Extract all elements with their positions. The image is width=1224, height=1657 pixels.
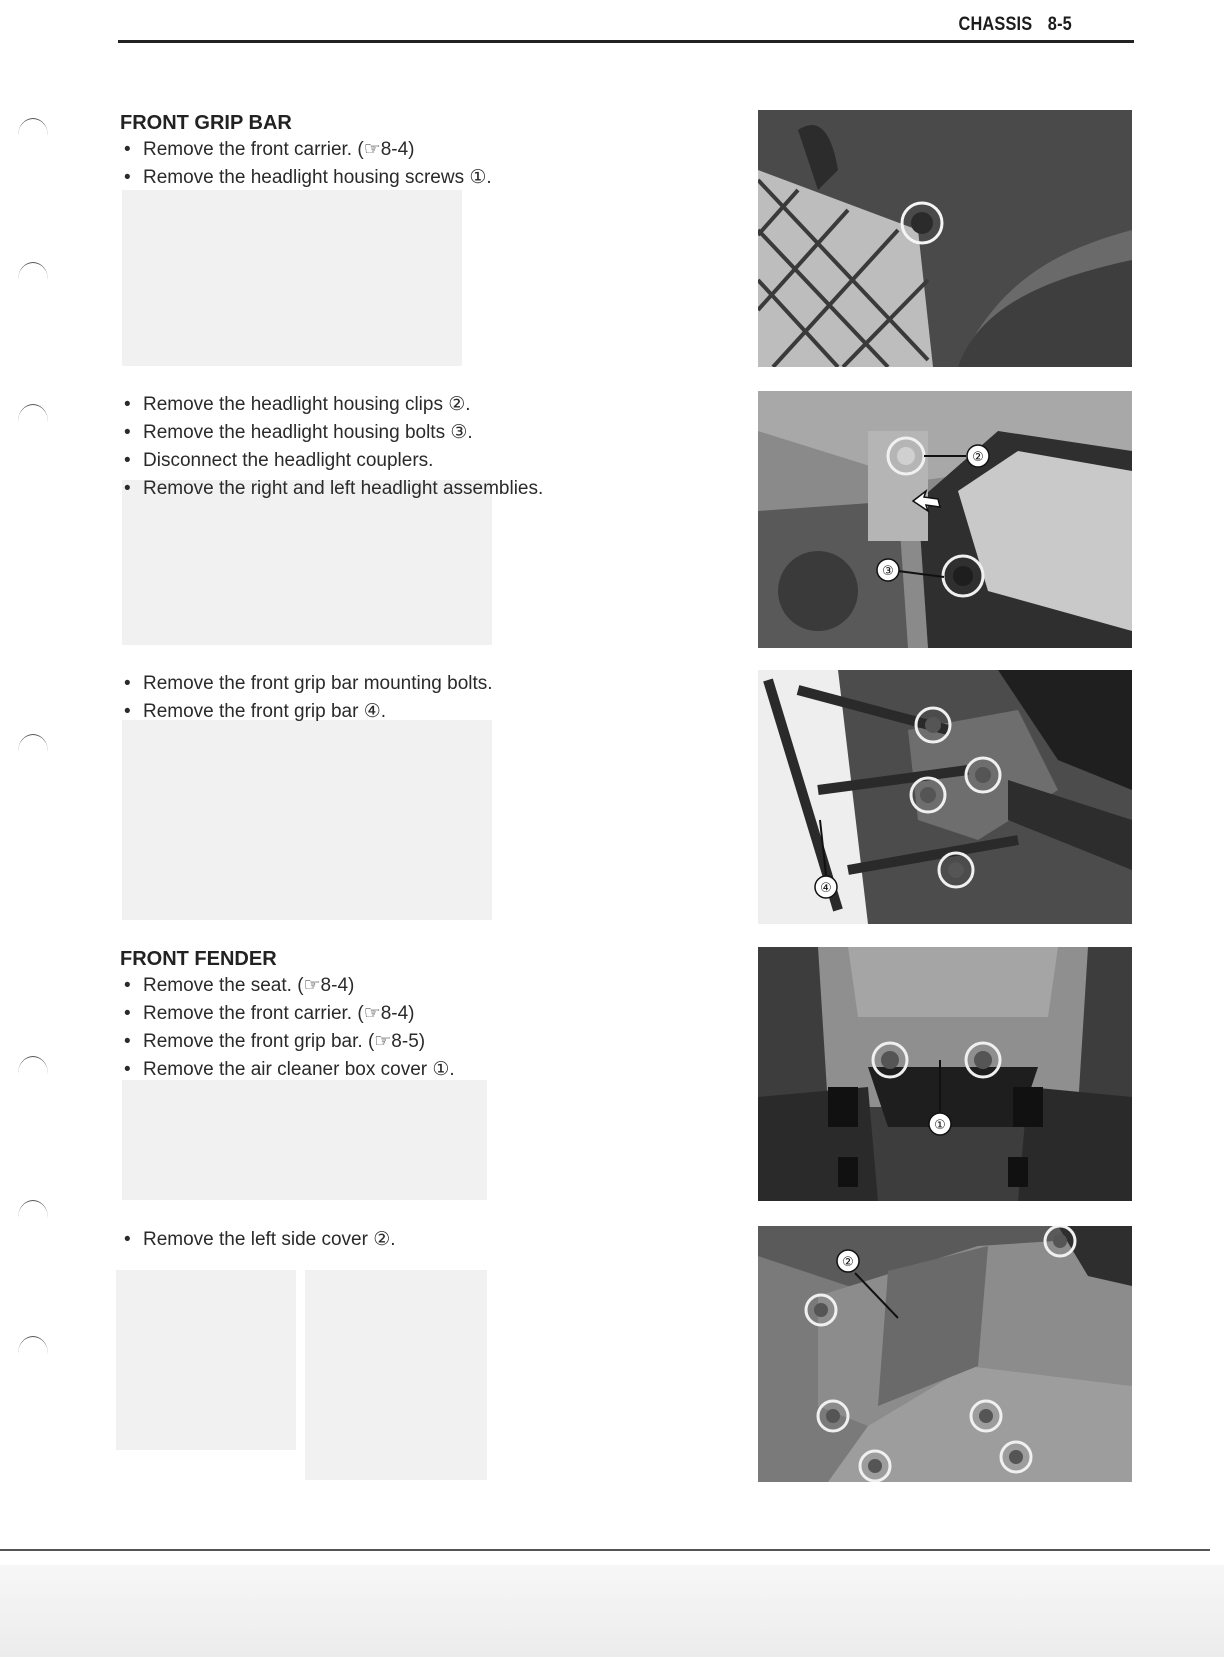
binder-mark [18, 1336, 48, 1357]
callout-4: ④ [820, 881, 832, 896]
step-item: • Remove the left side cover ②. [122, 1226, 396, 1254]
photo-front-grip-bar [758, 670, 1132, 924]
photo-left-side-cover [758, 1226, 1132, 1482]
callout-3: ③ [882, 564, 894, 579]
step-item: • Remove the front grip bar ④. [122, 698, 493, 726]
step-list [122, 1226, 396, 1254]
footer-rule [0, 1549, 1210, 1551]
page-header [959, 14, 1072, 36]
show-through [122, 480, 492, 645]
photo-air-cleaner-box-cover [758, 947, 1132, 1201]
binder-mark [18, 1056, 48, 1077]
step-item: • Remove the front carrier. (☞8-4) [122, 1000, 455, 1028]
step-list [122, 391, 543, 503]
step-item: • Remove the headlight housing bolts ③. [122, 419, 543, 447]
step-item: • Remove the front carrier. (☞8-4) [122, 136, 492, 164]
callout-2: ② [842, 1255, 854, 1270]
section-title-front-fender: FRONT FENDER [120, 948, 277, 970]
bottom-margin [0, 1565, 1224, 1657]
step-item: • Remove the front grip bar. (☞8-5) [122, 1028, 455, 1056]
callout-2: ② [972, 450, 984, 465]
show-through [122, 190, 462, 366]
photo-headlight-housing-screws [758, 110, 1132, 367]
step-item: • Disconnect the headlight couplers. [122, 447, 543, 475]
show-through [122, 720, 492, 920]
show-through [305, 1270, 487, 1480]
step-item: • Remove the seat. (☞8-4) [122, 972, 455, 1000]
show-through [122, 1080, 487, 1200]
binder-mark [18, 118, 48, 139]
chapter-title: CHASSIS [958, 14, 1033, 35]
step-item: • Remove the air cleaner box cover ①. [122, 1056, 455, 1084]
binder-mark [18, 1200, 48, 1221]
binder-mark [18, 734, 48, 755]
step-item: • Remove the front grip bar mounting bolts. [122, 670, 493, 698]
header-rule [118, 40, 1134, 43]
binder-mark [18, 262, 48, 283]
step-item: • Remove the headlight housing screws ①. [122, 164, 492, 192]
callout-1: ① [934, 1118, 946, 1133]
step-list [122, 136, 492, 192]
section-title-front-grip-bar: FRONT GRIP BAR [120, 112, 292, 134]
binder-mark [18, 404, 48, 425]
page-number: 8-5 [1047, 14, 1072, 35]
step-item: • Remove the headlight housing clips ②. [122, 391, 543, 419]
step-list [122, 670, 493, 726]
photo-headlight-clips-bolts [758, 391, 1132, 648]
show-through [116, 1270, 296, 1450]
step-list [122, 972, 455, 1084]
step-item: • Remove the right and left headlight assemblies. [122, 475, 543, 503]
